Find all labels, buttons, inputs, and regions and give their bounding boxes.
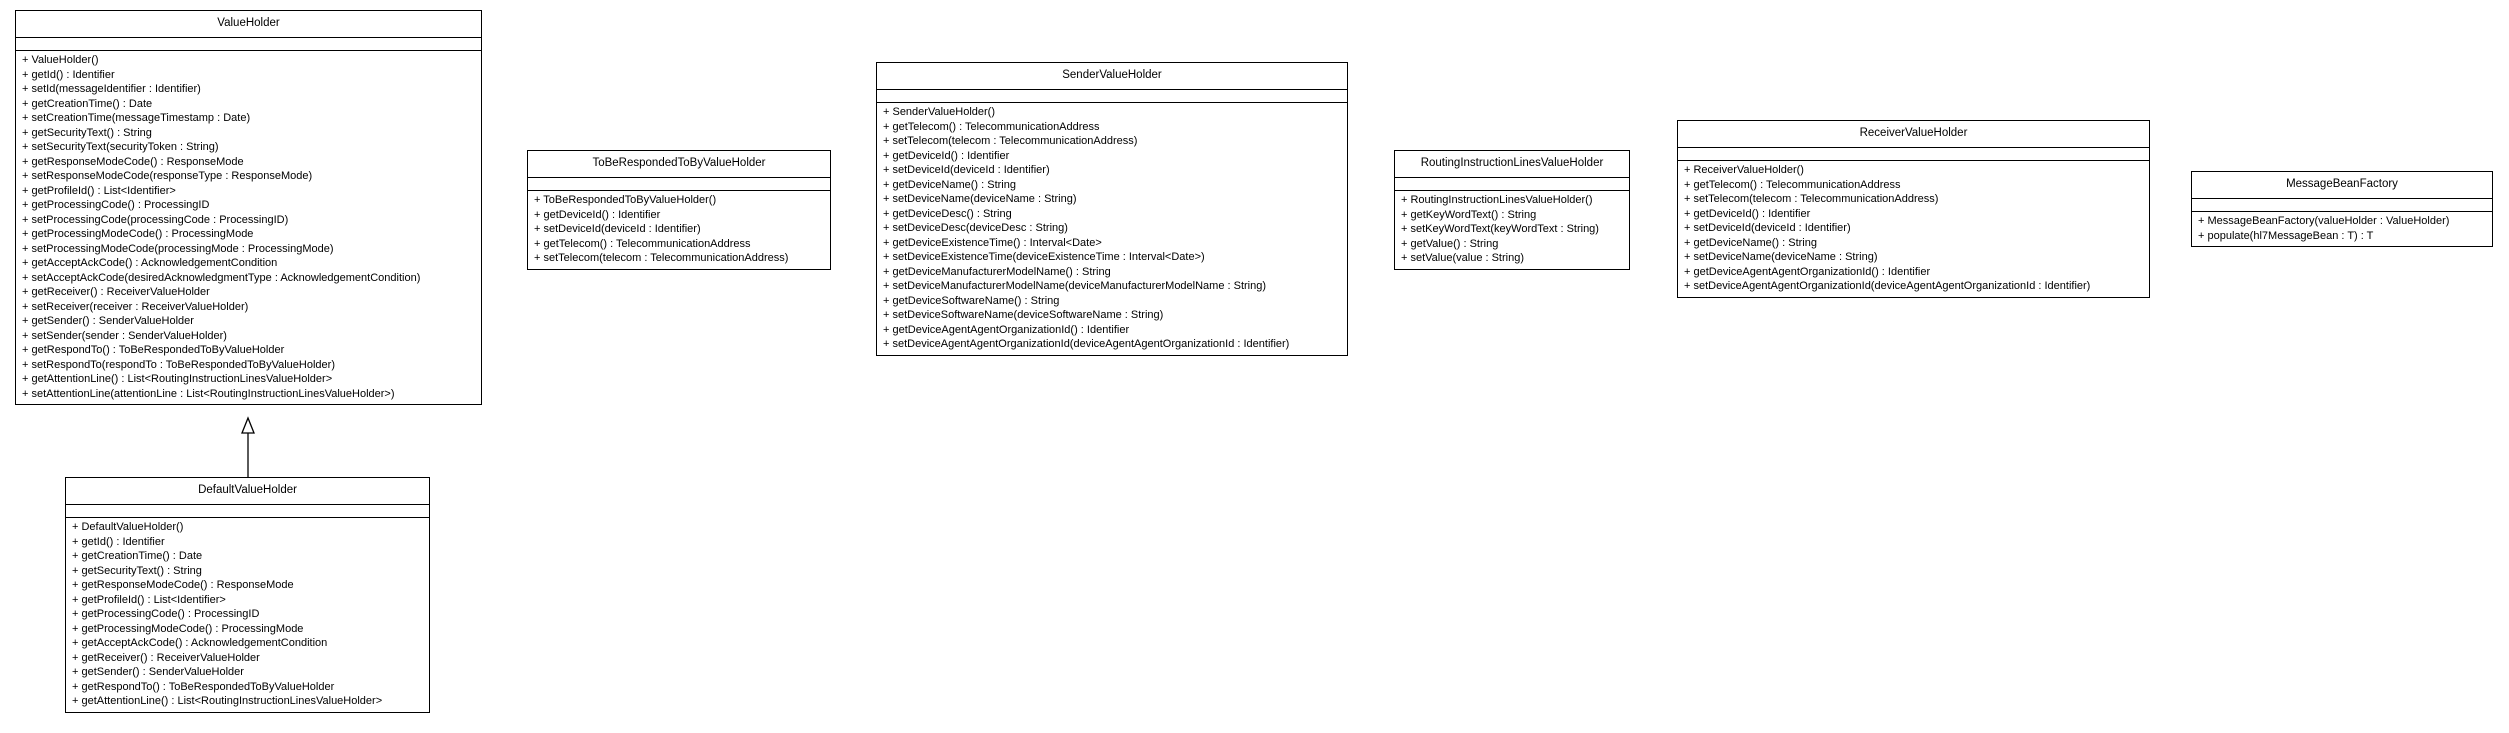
operations-compartment	[1395, 191, 1629, 269]
operation: + getTelecom() : TelecommunicationAddress	[883, 120, 1100, 133]
operation: + getCreationTime() : Date	[22, 97, 153, 110]
operation: + setDeviceDesc(deviceDesc : String)	[883, 222, 1068, 234]
operation: + getProfileId() : List<Identifier>	[22, 184, 176, 197]
class-name: ToBeRespondedToByValueHolder	[528, 151, 830, 178]
operation: + getProfileId() : List<Identifier>	[72, 593, 226, 606]
operation: + setProcessingCode(processingCode : ProcessingID)	[22, 213, 289, 226]
operation: + setSecurityText(securityToken : String)	[22, 141, 219, 153]
class-to-be-responded-to-by-value-holder[interactable]	[527, 150, 831, 270]
operation: + getKeyWordText() : String	[1401, 208, 1537, 221]
class-name: DefaultValueHolder	[66, 478, 429, 505]
operation: + getTelecom() : TelecommunicationAddress	[534, 237, 751, 250]
operation: + getDeviceSoftwareName() : String	[883, 294, 1060, 307]
class-receiver-value-holder[interactable]	[1677, 120, 2150, 298]
operations-compartment	[66, 518, 429, 712]
class-message-bean-factory[interactable]	[2191, 171, 2493, 247]
class-sender-value-holder[interactable]	[876, 62, 1348, 356]
operation: + getResponseModeCode() : ResponseMode	[22, 155, 244, 168]
operations-compartment	[16, 51, 481, 404]
operation: + setCreationTime(messageTimestamp : Date)	[22, 112, 251, 124]
class-name: ValueHolder	[16, 11, 481, 38]
operation: + getDeviceManufacturerModelName() : String	[883, 265, 1111, 278]
operation: + getDeviceName() : String	[883, 178, 1016, 191]
operation: + getDeviceId() : Identifier	[534, 208, 661, 221]
operation: + getRespondTo() : ToBeRespondedToByValueHolder	[22, 344, 285, 356]
operation: + getSecurityText() : String	[22, 126, 152, 139]
class-name: MessageBeanFactory	[2192, 172, 2492, 199]
operation: + setDeviceAgentAgentOrganizationId(deviceAgentAgentOrganizationId : Identifier)	[1684, 280, 2091, 292]
operation: + ReceiverValueHolder()	[1684, 164, 1804, 176]
operation: + setDeviceSoftwareName(deviceSoftwareName : String)	[883, 309, 1164, 321]
attributes-compartment	[2192, 199, 2492, 212]
operation: + setTelecom(telecom : TelecommunicationAddress)	[883, 135, 1138, 147]
operation: + getDeviceId() : Identifier	[883, 149, 1010, 162]
operation: + getDeviceAgentAgentOrganizationId() : Identifier	[1684, 265, 1931, 278]
operation: + populate(hl7MessageBean : T) : T	[2198, 229, 2374, 242]
operation: + getDeviceExistenceTime() : Interval<Date>	[883, 236, 1102, 249]
operation: + setTelecom(telecom : TelecommunicationAddress)	[1684, 193, 1939, 205]
attributes-compartment	[1678, 148, 2149, 161]
operation: + setDeviceId(deviceId : Identifier)	[1684, 222, 1851, 234]
operation: + getSender() : SenderValueHolder	[72, 666, 244, 678]
attributes-compartment	[66, 505, 429, 518]
operation: + setTelecom(telecom : TelecommunicationAddress)	[534, 252, 789, 264]
operation: + ValueHolder()	[22, 54, 99, 66]
operation: + getValue() : String	[1401, 237, 1499, 250]
operation: + ToBeRespondedToByValueHolder()	[534, 194, 717, 206]
operation: + getSecurityText() : String	[72, 564, 202, 577]
operation: + MessageBeanFactory(valueHolder : ValueHolder)	[2198, 215, 2450, 227]
attributes-compartment	[877, 90, 1347, 103]
operation: + setDeviceId(deviceId : Identifier)	[534, 223, 701, 235]
operation: + getAttentionLine() : List<RoutingInstructionLinesValueHolder>	[22, 373, 333, 385]
class-name: SenderValueHolder	[877, 63, 1347, 90]
operations-compartment	[2192, 212, 2492, 246]
class-routing-instruction-lines-value-holder[interactable]	[1394, 150, 1630, 270]
operation: + getDeviceName() : String	[1684, 236, 1817, 249]
operation: + getRespondTo() : ToBeRespondedToByValueHolder	[72, 680, 335, 693]
operation: + setDeviceExistenceTime(deviceExistenceTime : Interval<Date>)	[883, 251, 1205, 263]
operation: + SenderValueHolder()	[883, 106, 995, 118]
attributes-compartment	[16, 38, 481, 51]
operation: + getTelecom() : TelecommunicationAddress	[1684, 178, 1901, 191]
operation: + setReceiver(receiver : ReceiverValueHolder)	[22, 300, 249, 313]
operation: + getDeviceId() : Identifier	[1684, 207, 1811, 220]
operation: + getAcceptAckCode() : AcknowledgementCondition	[72, 637, 328, 649]
operation: + getReceiver() : ReceiverValueHolder	[72, 651, 260, 664]
operation: + getSender() : SenderValueHolder	[22, 315, 194, 327]
class-name: RoutingInstructionLinesValueHolder	[1395, 151, 1629, 178]
operation: + getAcceptAckCode() : AcknowledgementCondition	[22, 257, 278, 269]
operation: + getReceiver() : ReceiverValueHolder	[22, 286, 210, 298]
class-name: ReceiverValueHolder	[1678, 121, 2149, 148]
operation: + setValue(value : String)	[1401, 252, 1524, 264]
operation: + setResponseModeCode(responseType : ResponseMode)	[22, 170, 313, 182]
operations-compartment	[528, 191, 830, 269]
class-value-holder[interactable]	[15, 10, 482, 405]
operation: + setAcceptAckCode(desiredAcknowledgmentType : AcknowledgementCondition)	[22, 271, 421, 284]
attributes-compartment	[1395, 178, 1629, 191]
operations-compartment	[877, 103, 1347, 355]
operations-compartment	[1678, 161, 2149, 297]
operation: + setDeviceId(deviceId : Identifier)	[883, 164, 1050, 176]
operation: + setProcessingModeCode(processingMode : ProcessingMode)	[22, 242, 334, 255]
operation: + getProcessingModeCode() : ProcessingMode	[72, 622, 304, 635]
operation: + getCreationTime() : Date	[72, 550, 203, 562]
operation: + getDeviceAgentAgentOrganizationId() : Identifier	[883, 323, 1130, 336]
operation: + getProcessingModeCode() : ProcessingMode	[22, 228, 254, 240]
operation: + getResponseModeCode() : ResponseMode	[72, 579, 294, 591]
operation: + setAttentionLine(attentionLine : List<RoutingInstructionLinesValueHolder>)	[22, 387, 395, 400]
operation: + setDeviceName(deviceName : String)	[883, 193, 1077, 205]
operation: + setKeyWordText(keyWordText : String)	[1401, 223, 1599, 235]
operation: + getProcessingCode() : ProcessingID	[72, 608, 260, 620]
generalization-arrowhead-icon	[242, 418, 254, 433]
operation: + getDeviceDesc() : String	[883, 207, 1012, 220]
operation: + setSender(sender : SenderValueHolder)	[22, 329, 227, 342]
class-default-value-holder[interactable]	[65, 477, 430, 713]
operation: + getAttentionLine() : List<RoutingInstructionLinesValueHolder>	[72, 695, 383, 707]
operation: + setDeviceAgentAgentOrganizationId(deviceAgentAgentOrganizationId : Identifier)	[883, 338, 1290, 350]
operation: + getId() : Identifier	[72, 535, 165, 548]
operation: + DefaultValueHolder()	[72, 521, 184, 533]
operation: + setId(messageIdentifier : Identifier)	[22, 83, 201, 95]
operation: + setDeviceName(deviceName : String)	[1684, 251, 1878, 263]
operation: + setRespondTo(respondTo : ToBeRespondedToByValueHolder)	[22, 358, 335, 371]
operation: + setDeviceManufacturerModelName(deviceManufacturerModelName : String)	[883, 280, 1267, 292]
operation: + getProcessingCode() : ProcessingID	[22, 199, 210, 211]
operation: + getId() : Identifier	[22, 68, 115, 81]
operation: + RoutingInstructionLinesValueHolder()	[1401, 194, 1593, 206]
attributes-compartment	[528, 178, 830, 191]
